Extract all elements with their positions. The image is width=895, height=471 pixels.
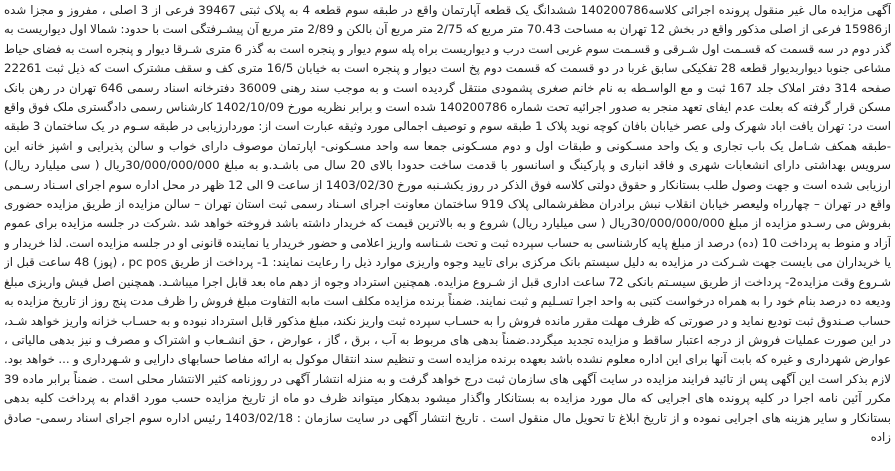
auction-notice-text: آگهی مزایده مال غیر منقول پرونده اجرائی کلاسه140200786 ششدانگ یک قطعه آپارتمان واقع در طبقه سوم قطعه 4 به پلاک ثبتی 39467 فرعی از 3 اصلی ، مفروز و مجزا شده از15986 فرعی از اصلی مذکور واقع در بخش 12 تهران به مساحت 70.43 متر مربع که 2/75 متر مربع آن بالکن و 2/89 متر مربع آن پیشـرفتگی است با حدود: شمالا اول دیواریست به گذر دوم در سه قسمت که قسـمت اول شـرقی و قسـمت سوم غربی است درب و دیواریست براه پله سوم دیوار و پنجره است به گذر 6 متری شـرقا دیوار و پنجره است به فضای حیاط مشاعی جنوبا دیواربدیوار قطعه 28 تفکیکی سابق غربا در دو قسمت که قسمت دوم پخ است دیوار و پنجره است به خیابان 16/5 متری کف و سقف مشترک است که ذیل ثبت 22261 صفحه 314 دفتر املاک جلد 167 ثبت و مع الواسـطه به نام خانم صغری پشمودی منتقل گردیده است و به موجب سند رهنی 36009 دفترخانه اسناد رسمی 646 تهران در رهن بانک مسکن قرار گرفته که بعلت عدم ایفای تعهد منجر به صدور اجرائیه تحت شماره 140200786 شده است و برابر نظریه مورخ 1402/10/09 کارشناس رسمی دادگستری ملک فوق واقع است در: تهران یافت اباد شهرک ولی عصر خیابان بافان کوچه نوید پلاک 1 طبقه سوم و توصیف اجمالی مورد وثیقه عبارت است از: موردارزیابی در طبقه سـوم در یک ساختمان 3 طبقه -طبقه همکف شـامل یک باب تجاری و یک واحد مسـکونی و طبقات اول و دوم مسـکونی جمعا سه واحد مسـکونی- اپارتمان موصوف دارای خواب و سالن پذیرایی و اشپز خانه این سرویس بهداشتی دارای انشعابات شهری و فاقد انباری و پارکینگ و اسانسور با قدمت ساخت حدودا بالای 20 سال می باشـد.و به مبلغ 30/000/000/000ریال ( سی میلیارد ریال) ارزیابی شده است و جهت وصول طلب بستانکار و حقوق دولتی کلاسه فوق الذکر در روز یکشـنبه مورخ 1403/02/30 از ساعت 9 الی 12 ظهر در محل اداره سوم اجرای اسـناد رسـمی واقع در تهران – چهارراه ولیعصر خیابان انقلاب نبش برادران مظفرشمالی پلاک 919 ساختمان معاونت اجرای اسـناد رسمی ثبت استان تهران – سالن مزایده از طریق مزایده حضوری بفروش می رسـدو مزایده از مبلغ 30/000/000/000ریال ( سی میلیارد ریال) شروع و به بالاترین قیمت که خریدار داشته باشد فروخته خواهد شد .شرکت در جلسه مزایده برای عموم آزاد و منوط به پرداخت 10 (ده) درصد از مبلغ پایه کارشناسی به حساب سپرده ثبت و تحت شـناسه واریز اعلامی و حضور خریدار یا نماینده قانونی او در جلسه مزایده است. لذا خریدار و یا خریداران می بایست جهت شـرکت در مزایده به دلیل سیستم بانک مرکزی برای تایید وجوه واریزی موارد ذیل را رعایت نمایند: 1- پرداخت از طریق pc pos ، (پوز) 48 ساعت قبل از شـروع وقت مزایده2- پرداخت از طریق سیسـتم بانکی 72 ساعت اداری قبل از شـروع مزایده. همچنین استرداد وجوه از دهم ماه بعد قابل اجرا میباشـد. همچنین اصل فیش واریزی مبلغ ودیعه ده درصد بنام خود را به همراه درخواست کتبی به واحد اجرا تسـلیم و ثبت نمایند. ضمناً برنده مزایده مکلف است مابه التفاوت مبلغ فروش را ظرف مدت پنج روز از تاریخ مزایده به حساب صـندوق ثبت تودیع نماید و در صورتی که ظرف مهلت مقرر مانده فروش را به حسـاب سپرده ثبت واریز نکند، مبلغ مذکور قابل استرداد نبوده و به حسـاب خزانه واریز خواهد شـد، در این صورت عملیات فروش از درجه اعتبار ساقط و مزایده تجدید میگردد.ضمناً بدهی های مربوط به آب ، برق ، گاز ، عوارض ، حق انشـعاب و اشتراک و مصرف و نیز بدهی مالیاتی ، عوارض شهرداری و غیره که بابت آنها برای این اداره معلوم نشده باشد بعهده برنده مزایده است و تنظیم سند انتقال موکول به ارائه مفاصا حسابهای دارایی و شـهرداری و ... خواهد بود. لازم بذکر است این آگهی پس از تائید فرایند مزایده در سایت آگهی های سازمان ثبت درج خواهد گرفت و به منزله انتشار آگهی در روزنامه کثیر الانتشار محلی است . ضمناً برابر ماده 39 مکرر آئین نامه اجرا در کلیه پرونده های اجرایی که مال مورد مزایده به بستانکار واگذار میشود بدهکار میتواند ظرف دو ماه از تاریخ مزایده حسب مورد اقدام به پرداخت کلیه بدهی بستانکار و سایر هزینه های اجرایی نموده و از تاریخ ابلاغ تا تحویل مال منقول است . تاریخ انتشار آگهی در سایت سازمان : 1403/02/18 رئیس اداره سوم اجرای اسناد رسمی- صادق زاده — [4, 3, 891, 444]
